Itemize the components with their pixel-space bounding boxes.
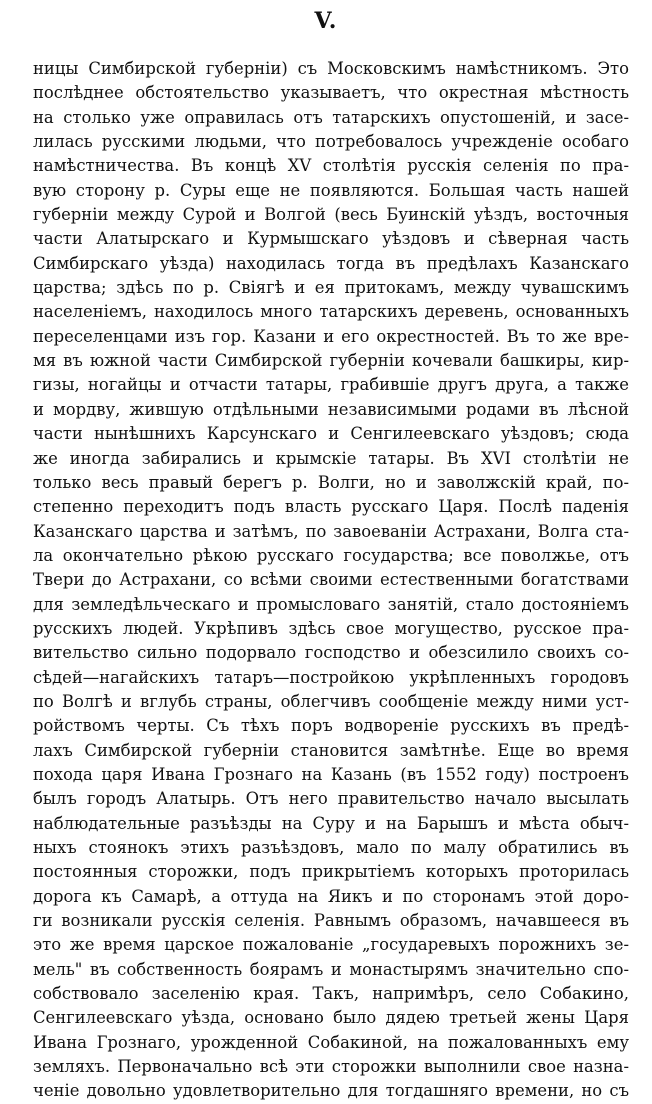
- text-line: на столько уже оправилась отъ татарскихъ опустошеній, и засе-: [33, 107, 629, 127]
- text-line: Твери до Астрахани, со всѣми своими естественными богатствами: [33, 570, 629, 590]
- text-line: намѣстничества. Въ концѣ XV столѣтія русскія селенія по пра-: [33, 156, 629, 176]
- text-line: Ивана Грознаго, урожденной Собакиной, на пожалованныхъ ему: [33, 1032, 629, 1052]
- text-line: ройствомъ черты. Съ тѣхъ поръ водвореніе русскихъ въ предѣ-: [33, 716, 629, 736]
- text-line: степенно переходитъ подъ власть русскаго Царя. Послѣ паденія: [33, 497, 629, 517]
- text-line: собствовало заселенію края. Такъ, напримѣръ, село Собакино,: [33, 984, 629, 1004]
- text-line: мель" въ собственность боярамъ и монастырямъ значительно спо-: [33, 959, 629, 979]
- body-text: [33, 57, 629, 1104]
- text-line: былъ городъ Алатырь. Отъ него правительство начало высылать: [33, 789, 629, 809]
- text-line: Симбирскаго уѣзда) находилась тогда въ предѣлахъ Казанскаго: [33, 253, 629, 273]
- text-line: ныхъ стоянокъ этихъ разъѣздовъ, мало по малу обратились въ: [33, 838, 629, 857]
- text-line: по Волгѣ и вглубь страны, облегчивъ сообщеніе между ними уст-: [33, 691, 629, 711]
- text-line: лилась русскими людьми, что потребовалось учрежденіе особаго: [33, 132, 629, 152]
- text-line: переселенцами изъ гор. Казани и его окрестностей. Въ то же вре-: [33, 326, 629, 346]
- text-line: сѣдей—нагайскихъ татаръ—постройкою укрѣпленныхъ городовъ: [33, 667, 629, 687]
- text-line: дорога къ Самарѣ, а оттуда на Яикъ и по сторонамъ этой доро-: [33, 886, 629, 906]
- text-line: губерніи между Сурой и Волгой (весь Буинскій уѣздъ, восточныя: [33, 205, 629, 225]
- text-line: вительство сильно подорвало господство и обезсилило своихъ со-: [33, 643, 629, 663]
- text-line: вую сторону р. Суры еще не появляются. Большая часть нашей: [33, 180, 629, 200]
- text-line: Сенгилеевскаго уѣзда, основано было дядею третьей жены Царя: [33, 1008, 629, 1028]
- text-line: наблюдательные разъѣзды на Суру и на Барышъ и мѣста обыч-: [33, 813, 629, 833]
- text-line: населеніемъ, находилось много татарскихъ деревень, основанныхъ: [33, 302, 629, 322]
- page-number: V.: [314, 8, 338, 34]
- text-line: мя въ южной части Симбирской губерніи кочевали башкиры, кир-: [33, 351, 629, 371]
- text-line: ницы Симбирской губерніи) съ Московскимъ намѣстникомъ. Это: [33, 59, 629, 78]
- text-line: ла окончательно рѣкою русскаго государства; все поволжье, отъ: [33, 545, 629, 565]
- text-line: царства; здѣсь по р. Свіягѣ и ея притокамъ, между чувашскимъ: [33, 278, 629, 298]
- text-line: для земледѣльческаго и промысловаго занятій, стало достояніемъ: [33, 594, 629, 614]
- text-line: похода царя Ивана Грознаго на Казань (въ 1552 году) построенъ: [33, 764, 629, 784]
- text-line: земляхъ. Первоначально всѣ эти сторожки выполнили свое назна-: [33, 1057, 629, 1077]
- text-line: постоянныя сторожки, подъ прикрытіемъ которыхъ проторилась: [33, 862, 629, 882]
- text-line: русскихъ людей. Укрѣпивъ здѣсь свое могущество, русское пра-: [33, 618, 629, 638]
- text-line: же иногда забирались и крымскіе татары. Въ XVI столѣтіи не: [33, 448, 629, 468]
- text-line: и мордву, жившую отдѣльными независимыми родами въ лѣсной: [33, 399, 629, 419]
- text-line: части Алатырскаго и Курмышскаго уѣздовъ и сѣверная часть: [33, 229, 629, 249]
- text-line: гизы, ногайцы и отчасти татары, грабившіе другъ друга, а также: [33, 375, 629, 395]
- text-line: это же время царское пожалованіе „государевыхъ порожнихъ зе-: [33, 935, 629, 955]
- text-line: ченіе довольно удовлетворительно для тогдашняго времени, но съ: [33, 1081, 629, 1101]
- text-line: послѣднее обстоятельство указываетъ, что окрестная мѣстность: [33, 83, 629, 103]
- text-line: части нынѣшнихъ Карсунскаго и Сенгилеевскаго уѣздовъ; сюда: [33, 424, 629, 444]
- text-line: ги возникали русскія селенія. Равнымъ образомъ, начавшееся въ: [33, 911, 629, 931]
- text-line: только весь правый берегъ р. Волги, но и заволжскій край, по-: [33, 472, 629, 492]
- text-line: лахъ Симбирской губерніи становится замѣтнѣе. Еще во время: [33, 740, 629, 760]
- text-line: Казанскаго царства и затѣмъ, по завоеваніи Астрахани, Волга ста-: [33, 521, 629, 541]
